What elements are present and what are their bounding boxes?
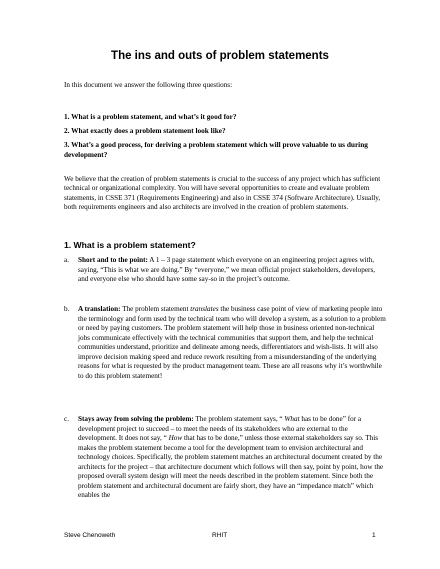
item-lead: A translation: bbox=[78, 305, 121, 313]
body-paragraph: We believe that the creation of problem statements is crucial to the success of any project which has sufficient technical or organizational complexity. You will have several opportunities to create and evaluate problem statements, in CSSE 371 (Requirements Engineering) and also in CSSE 374 (Software Architecture). Usually, both requirements engineers and also architects are involved in the creation of problem statements. bbox=[64, 175, 381, 212]
item-text: A 1 – 3 page statement which everyone on an engineering project agrees with, saying, “This is what we are doing.” By “everyone,” we mean official project stakeholders, developers, and everyone else who should have some say-so in the project’s outcome. bbox=[78, 256, 376, 283]
intro-text: In this document we answer the following three questions: bbox=[64, 81, 233, 89]
item-text: has to be done” for a development project to succeed – to meet the needs of its stakeholders who are external to the development. It does not say, “ bbox=[78, 415, 362, 442]
page-number: 1 bbox=[372, 532, 376, 539]
list-marker: c. bbox=[64, 415, 69, 423]
list-marker: a. bbox=[64, 256, 69, 264]
item-text: The problem statement says, “ bbox=[193, 415, 285, 423]
item-lead: Short and to the point: bbox=[78, 256, 148, 264]
question-2: 2. What exactly does a problem statement look like? bbox=[64, 126, 226, 135]
list-marker: b. bbox=[64, 305, 70, 313]
question-3: 3. What’s a good process, for deriving a problem statement which will prove valuable to us during development? bbox=[64, 140, 368, 159]
item-lead: Stays away from solving the problem: bbox=[78, 415, 194, 423]
footer-author: Steve Chenoweth bbox=[64, 532, 116, 539]
item-emphasis: What bbox=[284, 415, 300, 423]
section-heading: 1. What is a problem statement? bbox=[64, 240, 196, 250]
page-title: The ins and outs of problem statements bbox=[111, 50, 329, 62]
item-emphasis: How bbox=[168, 434, 183, 442]
item-emphasis: translates bbox=[190, 305, 219, 313]
item-text: the business case point of view of marketing people into the terminology and form used by the technical team who will develop a system, as a solution to a problem or need by paying customers. The problem statement will help those in business oriented non-technical jobs communicate effectively with the technical communities that support them, and help the technical communities understand, prioritize and delineate among needs, differentiators and wish-lists. It will also improve decision making speed and reduce rework resulting from a misunderstanding of the underlying reasons for what is requested by the product management team. These are all reasons why it’s worthwhile to do this problem statement! bbox=[78, 305, 386, 380]
footer-center: RHIT bbox=[212, 532, 228, 539]
question-1: 1. What is a problem statement, and what’s it good for? bbox=[64, 112, 237, 121]
item-text: that has to be done,” unless those external stakeholders say so. This makes the problem statement become a tool for the development team to envision architectural and technology choices. Specifically, the problem statement matches an architectural document created by the architects for the project – that architecture document which follows will then say, point by point, how the proposed overall system design will meet the needs described in the problem statement. Since both the problem statement and architectural document are fairly short, they have an “impedance match” which enables the bbox=[78, 434, 384, 499]
item-text: The problem statement bbox=[120, 305, 191, 313]
